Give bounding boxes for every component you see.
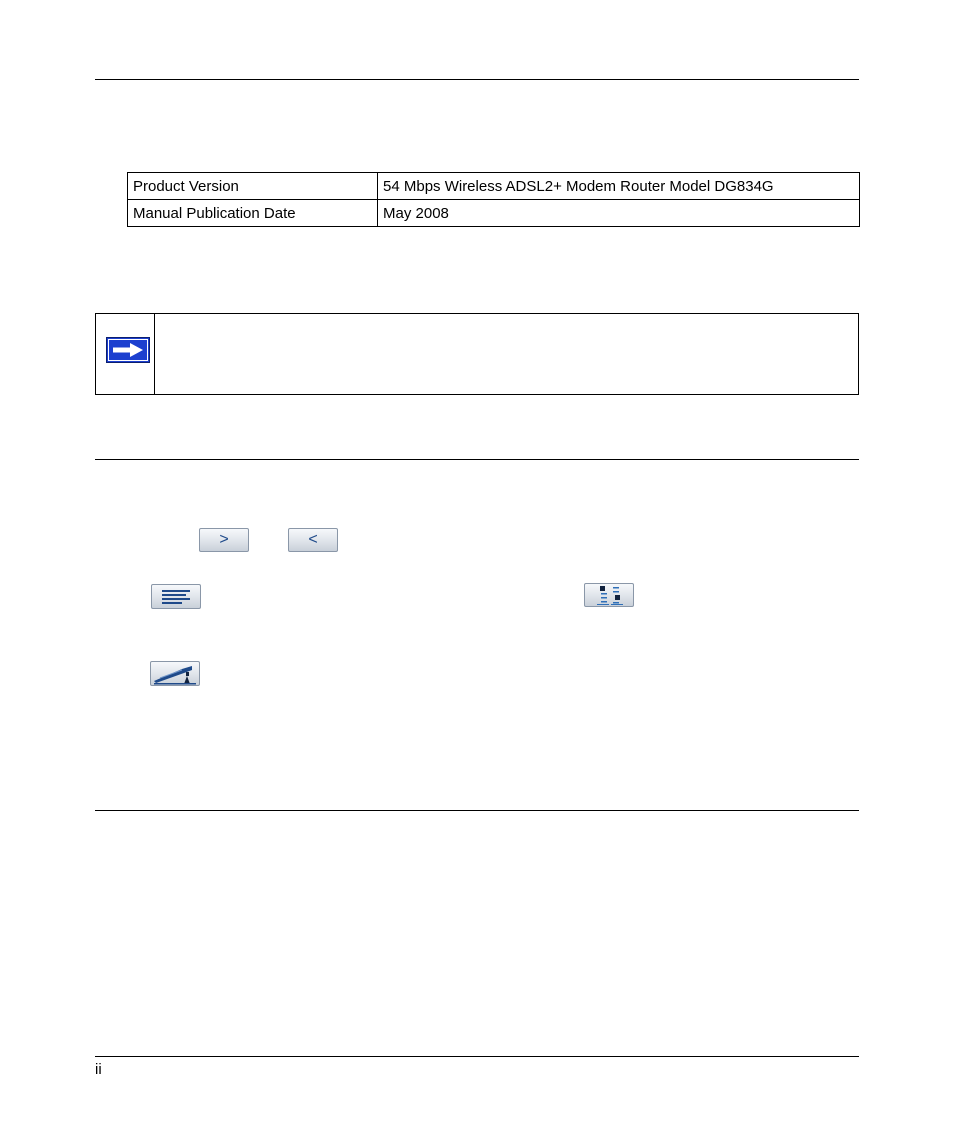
table-of-contents-button[interactable] xyxy=(151,584,201,609)
table-row xyxy=(128,173,860,200)
note-icon-cell xyxy=(96,314,155,394)
next-page-label: > xyxy=(219,531,229,548)
top-rule xyxy=(95,79,859,80)
previous-page-button[interactable] xyxy=(288,528,338,552)
print-button[interactable] xyxy=(150,661,200,686)
next-page-button[interactable] xyxy=(199,528,249,552)
footer-rule xyxy=(95,1056,859,1057)
product-version-table xyxy=(127,172,860,227)
note-body xyxy=(155,314,858,394)
print-icon xyxy=(152,663,198,685)
page-number: ii xyxy=(95,1061,102,1078)
section-rule xyxy=(95,459,859,460)
right-arrow-icon xyxy=(106,337,150,363)
table-cell-value: 54 Mbps Wireless ADSL2+ Modem Router Model DG834G xyxy=(378,173,860,200)
note-box xyxy=(95,313,859,395)
table-row xyxy=(128,200,860,227)
index-button[interactable] xyxy=(584,583,634,607)
index-icon xyxy=(591,585,627,605)
section-rule xyxy=(95,810,859,811)
table-cell-label: Manual Publication Date xyxy=(128,200,378,227)
previous-page-label: < xyxy=(308,531,318,548)
table-cell-value: May 2008 xyxy=(378,200,860,227)
table-of-contents-icon xyxy=(161,589,191,605)
table-cell-label: Product Version xyxy=(128,173,378,200)
